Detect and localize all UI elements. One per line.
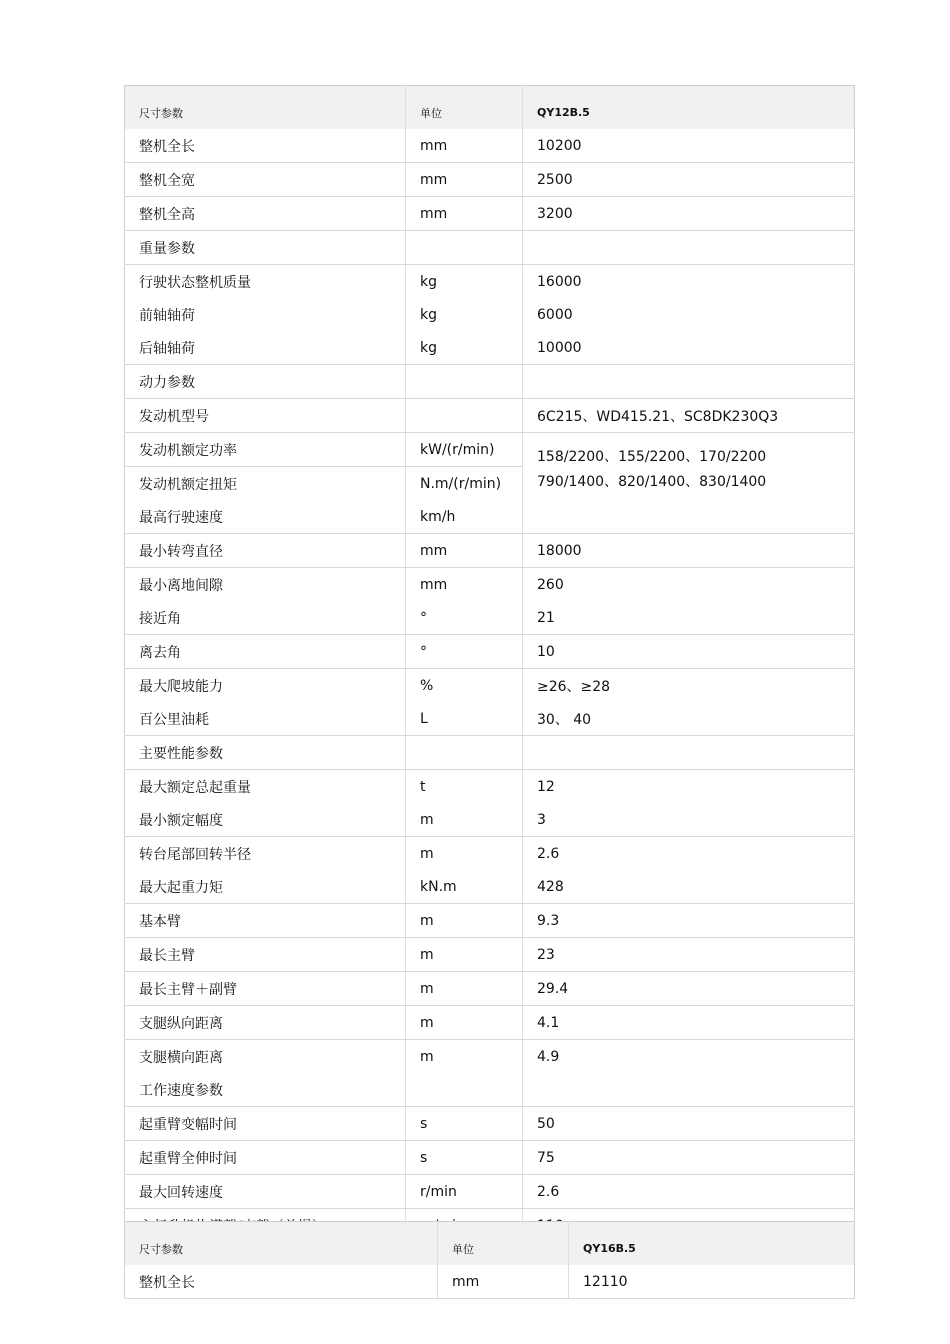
table-row (125, 265, 855, 299)
param-label: 离去角 (125, 635, 406, 669)
param-unit: kW/(r/min) (406, 433, 523, 467)
table-row (125, 803, 855, 837)
param-value: 12 (523, 770, 855, 804)
param-unit: m (406, 972, 523, 1006)
param-unit: ° (406, 601, 523, 635)
table-row (125, 365, 855, 399)
table-row (125, 298, 855, 331)
table-row (125, 736, 855, 770)
table-row (125, 1040, 855, 1074)
param-value: 6000 (523, 298, 855, 331)
param-unit: m (406, 938, 523, 972)
param-value: 6C215、WD415.21、SC8DK230Q3 (523, 399, 855, 433)
param-value: 12110 (569, 1265, 855, 1299)
param-value: 23 (523, 938, 855, 972)
param-value: 428 (523, 870, 855, 904)
param-unit: kg (406, 298, 523, 331)
table-row (125, 1265, 855, 1299)
param-unit: m (406, 837, 523, 871)
param-unit: mm (406, 163, 523, 197)
param-unit: mm (406, 534, 523, 568)
table-row (125, 938, 855, 972)
table-row (125, 331, 855, 365)
param-label: 工作速度参数 (125, 1073, 406, 1107)
table-row (125, 197, 855, 231)
table-row (125, 1006, 855, 1040)
param-value: 9.3 (523, 904, 855, 938)
param-unit: kg (406, 265, 523, 299)
param-label: 整机全宽 (125, 163, 406, 197)
spec-table-qy16b5 (124, 1221, 855, 1299)
param-unit: kN.m (406, 870, 523, 904)
param-unit: s (406, 1141, 523, 1175)
param-label: 最长主臂 (125, 938, 406, 972)
param-value: 10 (523, 635, 855, 669)
header-model: QY16B.5 (569, 1222, 855, 1266)
param-label: 主要性能参数 (125, 736, 406, 770)
param-label: 整机全长 (125, 129, 406, 163)
header-unit: 单位 (438, 1222, 569, 1266)
param-value (523, 736, 855, 770)
param-unit: N.m/(r/min) (406, 467, 523, 501)
param-unit: L (406, 702, 523, 736)
param-value: 4.1 (523, 1006, 855, 1040)
param-label: 动力参数 (125, 365, 406, 399)
param-label: 百公里油耗 (125, 702, 406, 736)
table-header (125, 86, 855, 130)
table-row (125, 904, 855, 938)
table-row (125, 1141, 855, 1175)
header-param: 尺寸参数 (125, 86, 406, 130)
table-row (125, 399, 855, 433)
param-label: 支腿横向距离 (125, 1040, 406, 1074)
param-unit: m (406, 803, 523, 837)
param-value (523, 1073, 855, 1107)
param-value: 21 (523, 601, 855, 635)
param-value: 3200 (523, 197, 855, 231)
param-value: 50 (523, 1107, 855, 1141)
param-value: 16000 (523, 265, 855, 299)
param-value (523, 231, 855, 265)
param-unit: % (406, 669, 523, 703)
table-row (125, 1107, 855, 1141)
table-row (125, 1073, 855, 1107)
table-row (125, 534, 855, 568)
table-row (125, 433, 855, 467)
param-label: 最大爬坡能力 (125, 669, 406, 703)
param-value-line: 158/2200、155/2200、170/2200 (537, 449, 767, 465)
param-value: 10000 (523, 331, 855, 365)
header-unit: 单位 (406, 86, 523, 130)
table-row (125, 568, 855, 602)
table-row (125, 129, 855, 163)
table-row (125, 770, 855, 804)
param-label: 最小转弯直径 (125, 534, 406, 568)
spec-table-qy12b5 (124, 85, 855, 1242)
param-label: 转台尾部回转半径 (125, 837, 406, 871)
table-row (125, 972, 855, 1006)
table-row (125, 669, 855, 703)
param-label: 发动机型号 (125, 399, 406, 433)
param-unit (406, 231, 523, 265)
param-label: 起重臂变幅时间 (125, 1107, 406, 1141)
param-unit: m (406, 904, 523, 938)
param-unit: m (406, 1040, 523, 1074)
param-label: 最长主臂＋副臂 (125, 972, 406, 1006)
param-label: 最小离地间隙 (125, 568, 406, 602)
table-row (125, 837, 855, 871)
param-label: 最高行驶速度 (125, 500, 406, 534)
param-label: 最小额定幅度 (125, 803, 406, 837)
param-unit (406, 1073, 523, 1107)
param-label: 基本臂 (125, 904, 406, 938)
param-value: 260 (523, 568, 855, 602)
param-label: 整机全高 (125, 197, 406, 231)
param-unit: m (406, 1006, 523, 1040)
param-label: 最大额定总起重量 (125, 770, 406, 804)
table-header (125, 1222, 855, 1266)
param-unit: kg (406, 331, 523, 365)
table-row (125, 601, 855, 635)
param-unit: mm (438, 1265, 569, 1299)
param-label: 支腿纵向距离 (125, 1006, 406, 1040)
param-value-merged (523, 433, 855, 534)
table-row (125, 702, 855, 736)
param-label: 最大回转速度 (125, 1175, 406, 1209)
param-label: 发动机额定功率 (125, 433, 406, 467)
param-value: 2500 (523, 163, 855, 197)
param-unit: s (406, 1107, 523, 1141)
param-value: 2.6 (523, 1175, 855, 1209)
param-unit (406, 399, 523, 433)
param-unit: km/h (406, 500, 523, 534)
param-unit: ° (406, 635, 523, 669)
param-label: 起重臂全伸时间 (125, 1141, 406, 1175)
table-row (125, 1175, 855, 1209)
param-value: 4.9 (523, 1040, 855, 1074)
table-row (125, 635, 855, 669)
param-unit (406, 365, 523, 399)
param-value: 29.4 (523, 972, 855, 1006)
param-value: 18000 (523, 534, 855, 568)
param-value (523, 365, 855, 399)
table-row (125, 163, 855, 197)
param-label: 最大起重力矩 (125, 870, 406, 904)
param-label: 前轴轴荷 (125, 298, 406, 331)
header-model: QY12B.5 (523, 86, 855, 130)
table-row (125, 231, 855, 265)
param-label: 后轴轴荷 (125, 331, 406, 365)
param-label: 发动机额定扭矩 (125, 467, 406, 501)
param-unit: mm (406, 197, 523, 231)
param-unit: r/min (406, 1175, 523, 1209)
param-value-line: 790/1400、820/1400、830/1400 (537, 474, 767, 490)
param-value: 10200 (523, 129, 855, 163)
param-unit: t (406, 770, 523, 804)
header-param: 尺寸参数 (125, 1222, 438, 1266)
param-unit (406, 736, 523, 770)
param-label: 重量参数 (125, 231, 406, 265)
param-label: 接近角 (125, 601, 406, 635)
param-unit: mm (406, 568, 523, 602)
param-label: 行驶状态整机质量 (125, 265, 406, 299)
param-value: 30、 40 (523, 702, 855, 736)
table-row (125, 870, 855, 904)
param-label: 整机全长 (125, 1265, 438, 1299)
param-value: 3 (523, 803, 855, 837)
param-value: 75 (523, 1141, 855, 1175)
param-value: ≥26、≥28 (523, 669, 855, 703)
param-value: 2.6 (523, 837, 855, 871)
param-unit: mm (406, 129, 523, 163)
